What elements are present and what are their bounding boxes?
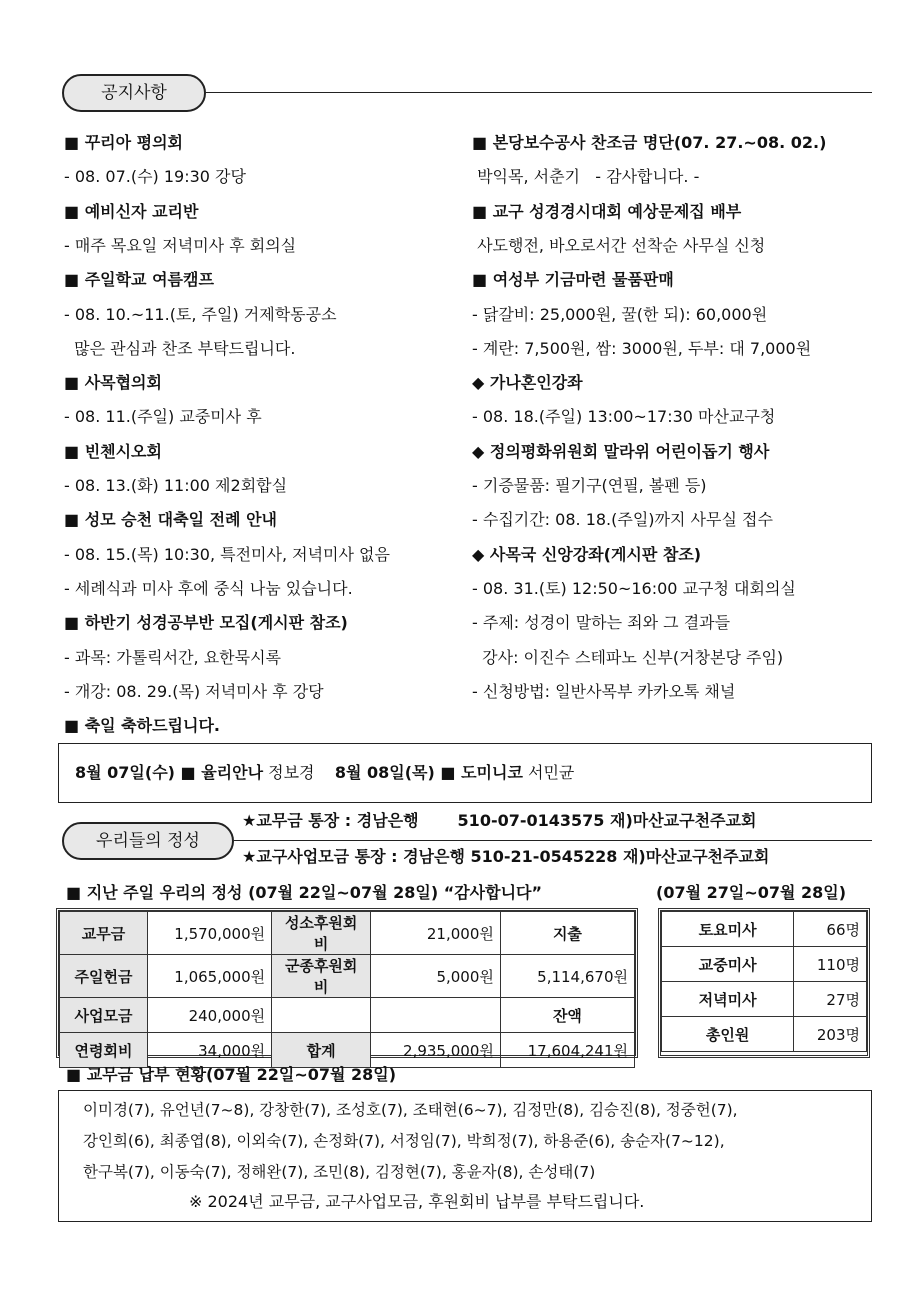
table-cell [272,998,371,1033]
table-cell: 1,570,000원 [148,912,272,955]
notice-heading: ◆ 정의평화위원회 말라위 어린이돕기 행사 [472,441,770,461]
notice-title: 공지사항 [62,74,206,112]
table-cell: 잔액 [500,998,634,1033]
table-cell: 110명 [794,947,867,982]
notice-detail: - 닭갈비: 25,000원, 꿀(한 되): 60,000원 [472,304,768,324]
notice-detail: - 매주 목요일 저녁미사 후 회의실 [64,235,297,255]
dues-box [58,1090,872,1222]
table-row [60,1033,635,1068]
notice-heading: ◆ 사목국 신앙강좌(게시판 참조) [472,544,702,564]
notice-detail: - 신청방법: 일반사목부 카카오톡 채널 [472,681,736,701]
feast-date-1: 8월 07일(수) ■ 율리안나 [75,763,264,782]
table-cell: 5,000원 [371,955,501,998]
account-dues: ★교무금 통장 : 경남은행 510-07-0143575 재)마산교구천주교회 [242,811,757,830]
notice-heading: ■ 교구 성경경시대회 예상문제집 배부 [472,201,742,221]
notice-detail: - 기증물품: 필기구(연필, 볼펜 등) [472,476,707,495]
offering-title: 우리들의 정성 [62,822,234,860]
table-cell: 총인원 [662,1017,794,1052]
table-cell: 성소후원회비 [272,912,371,955]
dues-line: 한구복(7), 이동숙(7), 정해완(7), 조민(8), 김정현(7), 홍윤자(8), 손성태(7) [83,1163,596,1181]
table-cell: 군종후원회비 [272,955,371,998]
notice-detail: - 과목: 가톨릭서간, 요한묵시록 [64,647,281,667]
notice-heading: ■ 빈첸시오회 [64,441,162,461]
table-cell: 주일헌금 [60,955,148,998]
table-cell: 지출 [500,912,634,955]
notice-detail: - 세례식과 미사 후에 중식 나눔 있습니다. [64,578,353,598]
attendance-table-frame [658,908,870,1058]
table-cell: 5,114,670원 [500,955,634,998]
notice-heading: ■ 성모 승천 대축일 전례 안내 [64,510,277,530]
table-cell: 34,000원 [148,1033,272,1068]
notice-detail: - 08. 11.(주일) 교중미사 후 [64,407,262,427]
feast-date-2: 8월 08일(목) ■ 도미니코 [334,763,523,782]
notice-detail: - 계란: 7,500원, 쌈: 3000원, 두부: 대 7,000원 [472,338,812,358]
notice-heading: ■ 하반기 성경공부반 모집(게시판 참조) [64,613,348,633]
table-cell: 17,604,241원 [500,1033,634,1068]
table-cell [371,998,501,1033]
feast-name-2: 서민균 [528,763,575,782]
offering-table-frame [56,908,638,1058]
feast-name-1: 정보경 [268,763,315,782]
notice-heading: ■ 축일 축하드립니다. [64,716,220,736]
table-row [662,1017,867,1052]
notice-divider [206,92,872,93]
notice-detail: - 개강: 08. 29.(목) 저녁미사 후 강당 [64,681,324,701]
notice-detail: 사도행전, 바오로서간 선착순 사무실 신청 [472,235,766,255]
notice-detail: - 수집기간: 08. 18.(주일)까지 사무실 접수 [472,510,773,530]
attendance-table [661,911,867,1052]
feast-box [58,743,872,803]
notice-heading: ■ 꾸리아 평의회 [64,133,183,152]
table-cell: 사업모금 [60,998,148,1033]
table-cell: 교무금 [60,912,148,955]
notice-detail: 강사: 이진수 스테파노 신부(거창본당 주임) [472,647,784,667]
notice-detail: - 주제: 성경이 말하는 죄와 그 결과들 [472,613,731,633]
week-offering-heading: ■ 지난 주일 우리의 정성 (07월 22일~07월 28일) “감사합니다” [66,883,543,902]
table-cell: 203명 [794,1017,867,1052]
dues-heading: ■ 교무금 납부 현황(07월 22일~07월 28일) [66,1065,397,1084]
table-row [60,912,635,955]
dues-line: 강인희(6), 최종엽(8), 이외숙(7), 손정화(7), 서정임(7), 박희정(7), 하용준(6), 송순자(7~12), [83,1132,725,1150]
table-cell: 토요미사 [662,912,794,947]
table-row [662,947,867,982]
notice-heading: ■ 예비신자 교리반 [64,201,199,221]
notice-detail: - 08. 31.(토) 12:50~16:00 교구청 대회의실 [472,578,796,598]
table-cell: 저녁미사 [662,982,794,1017]
table-cell: 연령회비 [60,1033,148,1068]
table-cell: 1,065,000원 [148,955,272,998]
notice-detail: - 08. 10.~11.(토, 주일) 거제학동공소 [64,304,337,324]
notice-detail: - 08. 15.(목) 10:30, 특전미사, 저녁미사 없음 [64,544,390,564]
offering-table [59,911,635,1068]
notice-heading: ■ 본당보수공사 찬조금 명단(07. 27.~08. 02.) [472,133,827,152]
notice-heading: ■ 사목협의회 [64,373,162,393]
attendance-heading: (07월 27일~07월 28일) [656,883,847,902]
table-cell: 교중미사 [662,947,794,982]
table-row [60,955,635,998]
table-cell: 21,000원 [371,912,501,955]
table-row [662,912,867,947]
notice-heading: ◆ 가나혼인강좌 [472,373,583,393]
account-project: ★교구사업모금 통장 : 경남은행 510-21-0545228 재)마산교구천주교회 [242,847,770,866]
dues-line: 이미경(7), 유언년(7~8), 강창한(7), 조성호(7), 조태현(6~7), 김정만(8), 김승진(8), 정중헌(7), [83,1101,738,1119]
notice-detail: - 08. 18.(주일) 13:00~17:30 마산교구청 [472,407,776,427]
notice-detail: - 08. 13.(화) 11:00 제2회합실 [64,476,288,495]
offering-divider [234,840,872,841]
notice-heading: ■ 여성부 기금마련 물품판매 [472,270,674,290]
notice-detail: 많은 관심과 찬조 부탁드립니다. [64,338,296,358]
notice-detail: 박익목, 서춘기 - 감사합니다. - [472,167,700,187]
dues-note: ※ 2024년 교무금, 교구사업모금, 후원회비 납부를 부탁드립니다. [189,1192,645,1211]
table-cell: 66명 [794,912,867,947]
table-cell: 240,000원 [148,998,272,1033]
table-cell: 27명 [794,982,867,1017]
table-row [60,998,635,1033]
notice-heading: ■ 주일학교 여름캠프 [64,270,214,290]
notice-detail: - 08. 07.(수) 19:30 강당 [64,167,246,187]
table-row [662,982,867,1017]
table-cell: 2,935,000원 [371,1033,501,1068]
table-cell: 합계 [272,1033,371,1068]
